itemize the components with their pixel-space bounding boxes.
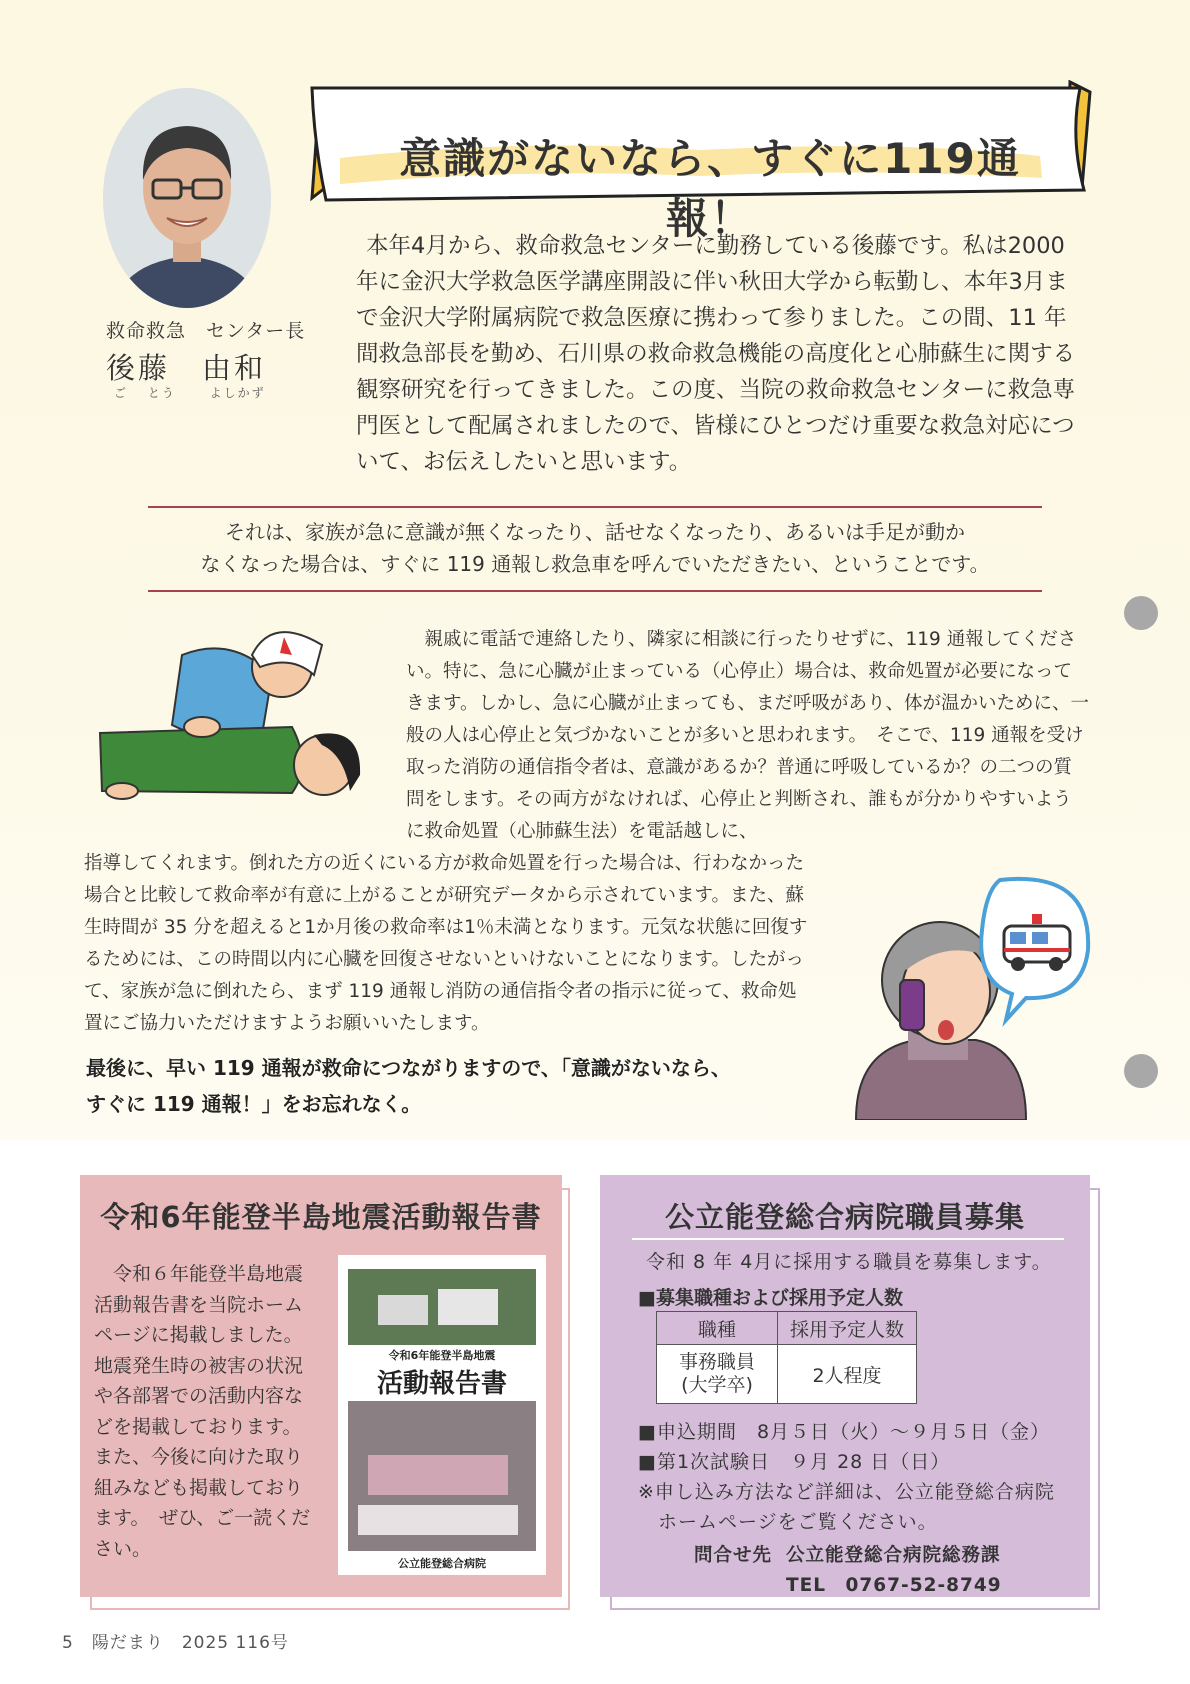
report-cover-subtitle: 令和6年能登半島地震 (388, 1349, 496, 1362)
cpr-illustration (92, 615, 382, 815)
recruit-section-heading: ■募集職種および採用予定人数 (638, 1287, 903, 1309)
page-footer: 5 陽だまり 2025 116号 (62, 1633, 289, 1653)
report-title: 令和6年能登半島地震活動報告書 (100, 1200, 542, 1234)
recruit-job-cell (657, 1345, 778, 1404)
doctor-portrait (103, 88, 271, 308)
closing-line-2: すぐに 119 通報！」をお忘れなく。 (86, 1092, 422, 1116)
recruit-contact-label: 問合せ先 (694, 1545, 773, 1566)
report-cover (338, 1255, 546, 1575)
recruit-contact-org: 公立能登総合病院総務課 (786, 1545, 1001, 1566)
body-paragraph-2: 指導してくれます。倒れた方の近くにいる方が救命処置を行った場合は、行わなかった場合と比較して救命率が有意に上がることが研究データから示されています。また、蘇生時間が 35 分を超えると1か月後の救命率は1％未満となります。元気な状態に回復するためには、この時間以内に心臓を回復させないといけないことになります。したがって、家族が急に倒れたら、まず 119 通報し消防の通信指令者の指示に従って、救命処置にご協力いただけますようお願いいたします。 (84, 853, 808, 1034)
highlight-line-1: それは、家族が急に意識が無くなったり、話せなくなったり、あるいは手足が動か (225, 520, 965, 544)
report-cover-title: 活動報告書 (376, 1369, 507, 1399)
closing-message (86, 1050, 846, 1122)
recruit-table-header: 採用予定人数 (778, 1312, 917, 1345)
phone-call-illustration-image (836, 870, 1096, 1120)
cpr-illustration-image (92, 615, 382, 815)
report-cover-image (338, 1255, 546, 1575)
highlight-top-rule (148, 506, 1042, 508)
banner-title: 意識がないなら、すぐに119通報！ (399, 134, 1021, 243)
recruit-count-cell: 2人程度 (778, 1345, 917, 1404)
recruit-title-rule (632, 1238, 1064, 1240)
report-cover-footer: 公立能登総合病院 (398, 1557, 486, 1570)
recruit-exam-date: ■第1次試験日 ９月 28 日（日） (638, 1451, 951, 1473)
recruit-table-header-row (657, 1312, 917, 1345)
recruit-intro: 令和 8 年 4月に採用する職員を募集します。 (646, 1251, 1052, 1273)
highlight-text (160, 516, 1030, 580)
recruit-note-line-1: ※申し込み方法など詳細は、公立能登総合病院 (638, 1481, 1055, 1503)
phone-call-illustration (836, 870, 1096, 1120)
binder-hole-top (1124, 596, 1158, 630)
doctor-photo-image (103, 88, 271, 308)
doctor-name-ruby: ご とう よしかず (114, 386, 266, 400)
report-text: 令和６年能登半島地震活動報告書を当院ホームページに掲載しました。地震発生時の被害の状況や各部署での活動内容などを掲載しております。また、今後に向けた取り組みなども掲載しております。 ぜひ、ご一読ください。 (94, 1263, 311, 1560)
doctor-name: 後藤 由和 (106, 351, 267, 385)
closing-line-1: 最後に、早い 119 通報が救命につながりますので、「意識がないなら、 (86, 1056, 731, 1080)
recruit-title: 公立能登総合病院職員募集 (664, 1200, 1025, 1234)
recruit-period: ■申込期間 8月５日（火）～９月５日（金） (638, 1421, 1051, 1443)
recruit-table-header: 職種 (657, 1312, 778, 1345)
title-banner (300, 80, 1100, 243)
intro-paragraph: 本年4月から、救命救急センターに勤務している後藤です。私は2000 年に金沢大学救急医学講座開設に伴い秋田大学から転勤し、本年3月まで金沢大学附属病院で救急医療に携わって参りました。この間、11 年間救急部長を勤め、石川県の救命救急機能の高度化と心肺蘇生に関する観察研究を行ってきました。この度、当院の救命救急センターに救急専門医として配属されましたので、皆様にひとつだけ重要な救急対応について、お伝えしたいと思います。 (356, 233, 1076, 475)
highlight-line-2: なくなった場合は、すぐに 119 通報し救急車を呼んでいただきたい、ということです。 (200, 552, 990, 576)
binder-hole-bottom (1124, 1054, 1158, 1088)
body-paragraph-1: 親戚に電話で連絡したり、隣家に相談に行ったりせずに、119 通報してください。特に、急に心臓が止まっている（心停止）場合は、救命処置が必要になってきます。しかし、急に心臓が止まっても、まだ呼吸があり、体が温かいために、一般の人は心停止と気づかないことが多いと思われます。 そこで、119 通報を受け取った消防の通信指令者は、意識があるか？普通に呼吸しているか？の二つの質問をします。その両方がなければ、心停止と判断され、誰もが分かりやすいように救命処置（心肺蘇生法）を電話越しに、 (406, 629, 1090, 842)
doctor-department: 救命救急 センター長 (106, 320, 306, 342)
recruit-box (600, 1175, 1090, 1597)
recruit-table (656, 1311, 917, 1404)
recruit-contact-tel: TEL 0767-52-8749 (786, 1575, 1002, 1596)
recruit-note-line-2: ホームページをご覧ください。 (638, 1511, 938, 1533)
recruit-job-line-2: (大学卒) (681, 1374, 753, 1396)
report-box (80, 1175, 562, 1597)
highlight-bottom-rule (148, 590, 1042, 592)
recruit-table-row (657, 1345, 917, 1404)
recruit-job-line-1: 事務職員 (678, 1351, 755, 1373)
